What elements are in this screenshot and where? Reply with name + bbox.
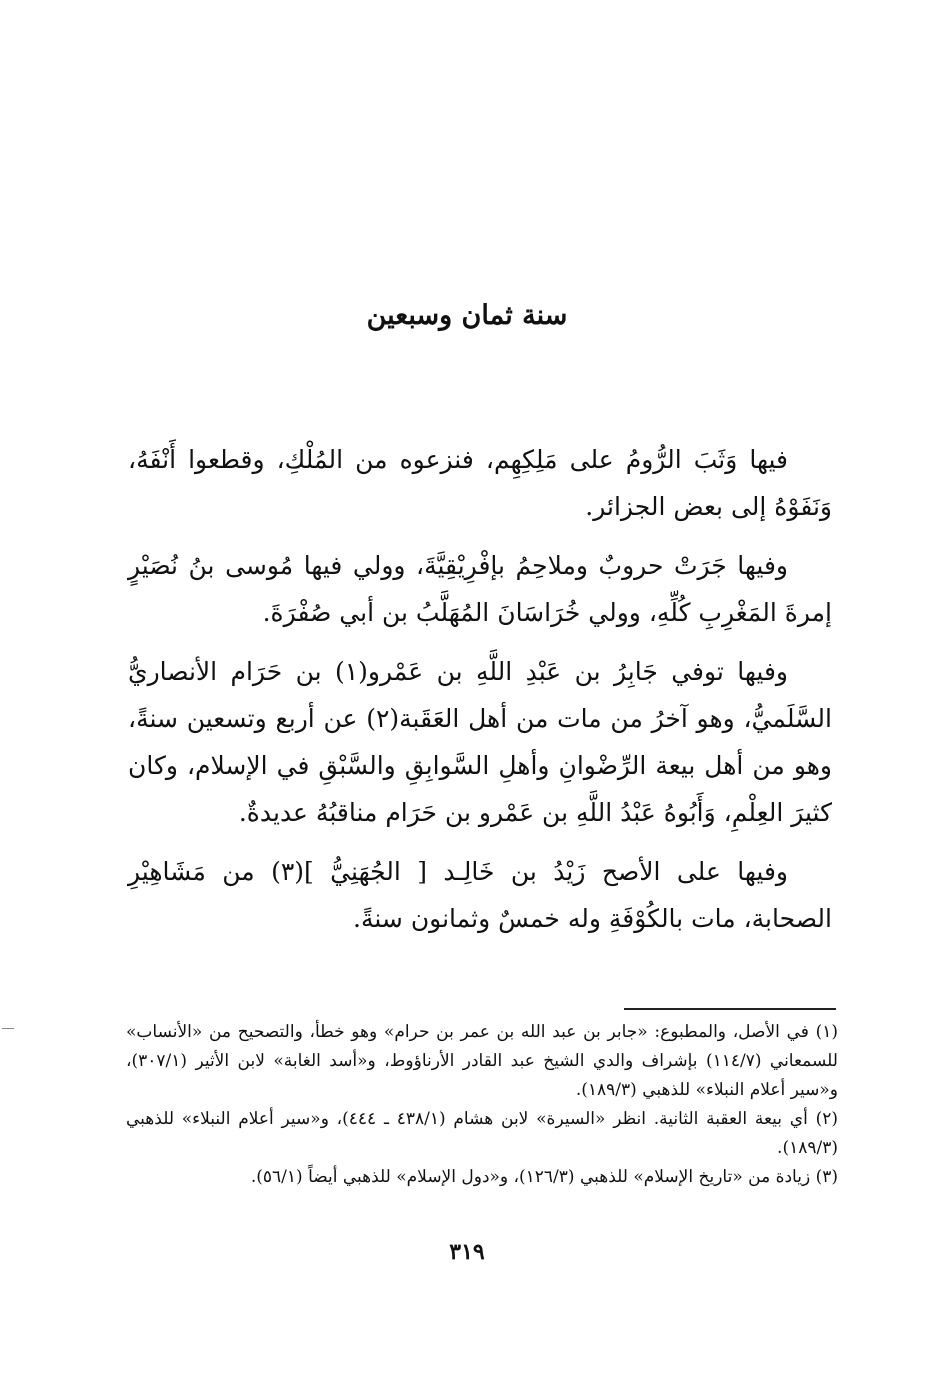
paragraph: فيها وَثَبَ الرُّومُ على مَلِكِهِم، فنزعوه من المُلْكِ، وقطعوا أَنْفَهُ، وَنَفَوْهُ إلى بعض الجزائر. [128, 445, 832, 521]
paragraph: وفيها توفي جَابِرُ بن عَبْدِ اللَّهِ بن عَمْرو(١) بن حَرَام الأنصاريُّ السَّلَميُّ، وهو آخرُ من مات من أهل العَقَبة(٢) عن أربع وتسعين سنةً، وهو من أهل بيعة الرِّضْوانِ وأهلِ السَّوابِقِ والسَّبْقِ في الإسلام، وكان كثيرَ العِلْمِ، وَأَبُوهُ عَبْدُ اللَّهِ بن عَمْرو بن حَرَام مناقبُهُ عديدةٌ. [128, 657, 832, 827]
footnotes [126, 1018, 838, 1192]
page-title: سنة ثمان وسبعين [366, 300, 568, 331]
footnote: (٣) زيادة من «تاريخ الإسلام» للذهبي (١٢٦/٣)، و«دول الإسلام» للذهبي أيضاً (٥٦/١). [250, 1167, 838, 1187]
footnote-divider [624, 1008, 836, 1010]
main-text [128, 436, 832, 954]
margin-mark [2, 1028, 14, 1029]
footnote: (١) في الأصل، والمطبوع: «جابر بن عبد الله بن عمر بن حرام» وهو خطأ، والتصحيح من «الأنساب» للسمعاني (١١٤/٧) بإشراف والدي الشيخ عبد القادر الأرناؤوط، و«أسد الغابة» لابن الأثير (٣٠٧/١)، و«سير أعلام النبلاء» للذهبي (١٨٩/٣). [126, 1022, 838, 1100]
page-number: ٣١٩ [449, 1239, 485, 1265]
footnote: (٢) أي بيعة العقبة الثانية. انظر «السيرة» لابن هشام (٤٣٨/١ ـ ٤٤٤)، و«سير أعلام النبلاء» للذهبي (١٨٩/٣). [126, 1109, 838, 1158]
paragraph: وفيها جَرَتْ حروبٌ وملاحِمُ بإفْرِيْقِيَّةَ، وولي فيها مُوسى بنُ نُصَيْرٍ إمرةَ المَغْرِبِ كُلِّهِ، وولي خُرَاسَانَ المُهَلَّبُ بن أبي صُفْرَةَ. [128, 551, 832, 627]
paragraph: وفيها على الأصح زَيْدُ بن خَالِـد [ الجُهَنِيُّ ](٣) من مَشَاهِيْرِ الصحابة، مات بالكُوْفَةِ وله خمسٌ وثمانون سنةً. [128, 857, 832, 933]
